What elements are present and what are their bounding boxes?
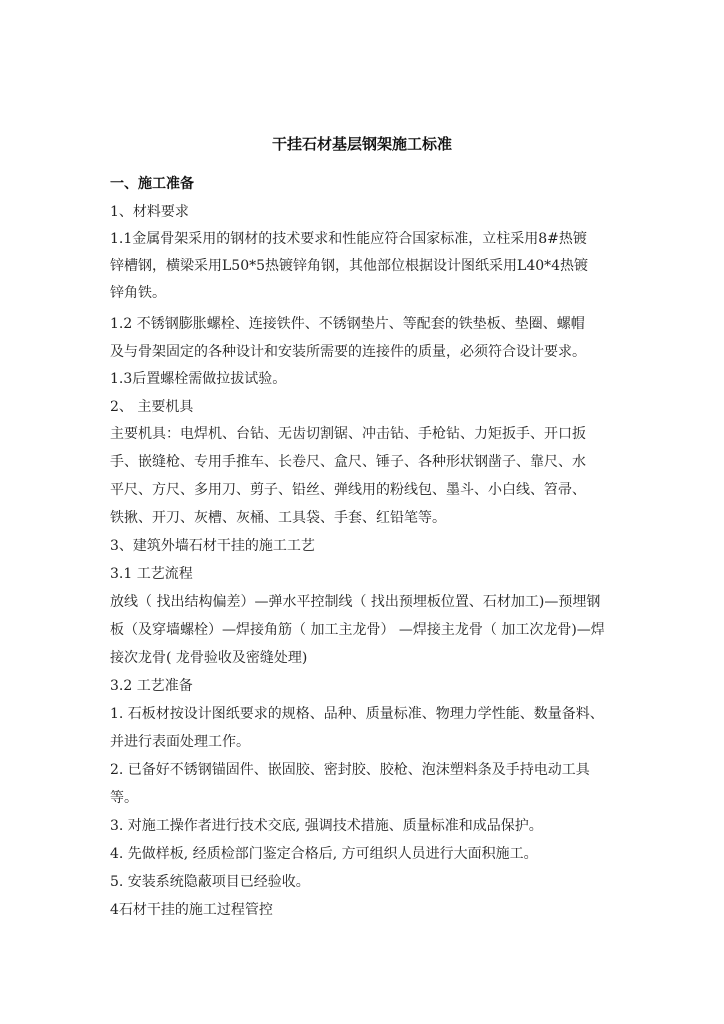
paragraph-line: 1.1金属骨架采用的钢材的技术要求和性能应符合国家标准，立柱采用8#热镀 — [110, 231, 587, 247]
paragraph-line: 5. 安装系统隐蔽项目已经验收。 — [110, 874, 310, 890]
paragraph-line: 锌角铁。 — [110, 285, 166, 301]
paragraph-line: 主要机具：电焊机、台钻、无齿切割锯、冲击钻、手枪钻、力矩扳手、开口扳 — [110, 426, 586, 442]
paragraph-line: 并进行表面处理工作。 — [110, 734, 250, 750]
paragraph-line: 手、嵌缝枪、专用手推车、长卷尺、盒尺、锤子、各种形状钢凿子、靠尺、水 — [110, 454, 586, 470]
paragraph-line: 2. 已备好不锈钢锚固件、嵌固胶、密封胶、胶枪、泡沫塑料条及手持电动工具 — [110, 762, 590, 778]
paragraph-line: 3.1 工艺流程 — [110, 566, 193, 582]
paragraph-line: 等。 — [110, 790, 138, 806]
paragraph-line: 铁揪、开刀、灰槽、灰桶、工具袋、手套、红铅笔等。 — [110, 510, 446, 526]
paragraph-line: 2、 主要机具 — [110, 399, 194, 415]
paragraph-line: 4. 先做样板, 经质检部门鉴定合格后, 方可组织人员进行大面积施工。 — [110, 846, 538, 862]
paragraph-line: 平尺、方尺、多用刀、剪子、铅丝、弹线用的粉线包、墨斗、小白线、笤帚、 — [110, 482, 586, 498]
paragraph-line: 接次龙骨( 龙骨验收及密缝处理) — [110, 650, 308, 666]
paragraph-line: 1.2 不锈钢膨胀螺栓、连接铁件、不锈钢垫片、等配套的铁垫板、垫圈、螺帽 — [110, 316, 585, 332]
paragraph-line: 3.2 工艺准备 — [110, 678, 193, 694]
paragraph-line: 3、建筑外墙石材干挂的施工工艺 — [110, 538, 315, 554]
paragraph-line: 锌槽钢，横梁采用L50*5热镀锌角钢，其他部位根据设计图纸采用L40*4热镀 — [110, 258, 589, 274]
paragraph-line: 1、材料要求 — [110, 204, 189, 220]
paragraph-line: 1. 石板材按设计图纸要求的规格、品种、质量标准、物理力学性能、数量备料、 — [110, 706, 604, 722]
paragraph-line: 板（及穿墙螺栓）—焊接角筋（ 加工主龙骨） —焊接主龙骨（ 加工次龙骨)—焊 — [110, 622, 605, 638]
paragraph-line: 4石材干挂的施工过程管控 — [110, 902, 273, 918]
section-heading-preparation: 一、施工准备 — [110, 176, 194, 192]
paragraph-line: 1.3后置螺栓需做拉拔试验。 — [110, 371, 287, 387]
paragraph-line: 放线（ 找出结构偏差）—弹水平控制线（ 找出预埋板位置、石材加工)—预埋钢 — [110, 594, 601, 610]
paragraph-line: 3. 对施工操作者进行技术交底, 强调技术措施、质量标准和成品保护。 — [110, 818, 543, 834]
document-title: 干挂石材基层钢架施工标准 — [271, 135, 452, 153]
paragraph-line: 及与骨架固定的各种设计和安装所需要的连接件的质量，必须符合设计要求。 — [110, 344, 586, 360]
